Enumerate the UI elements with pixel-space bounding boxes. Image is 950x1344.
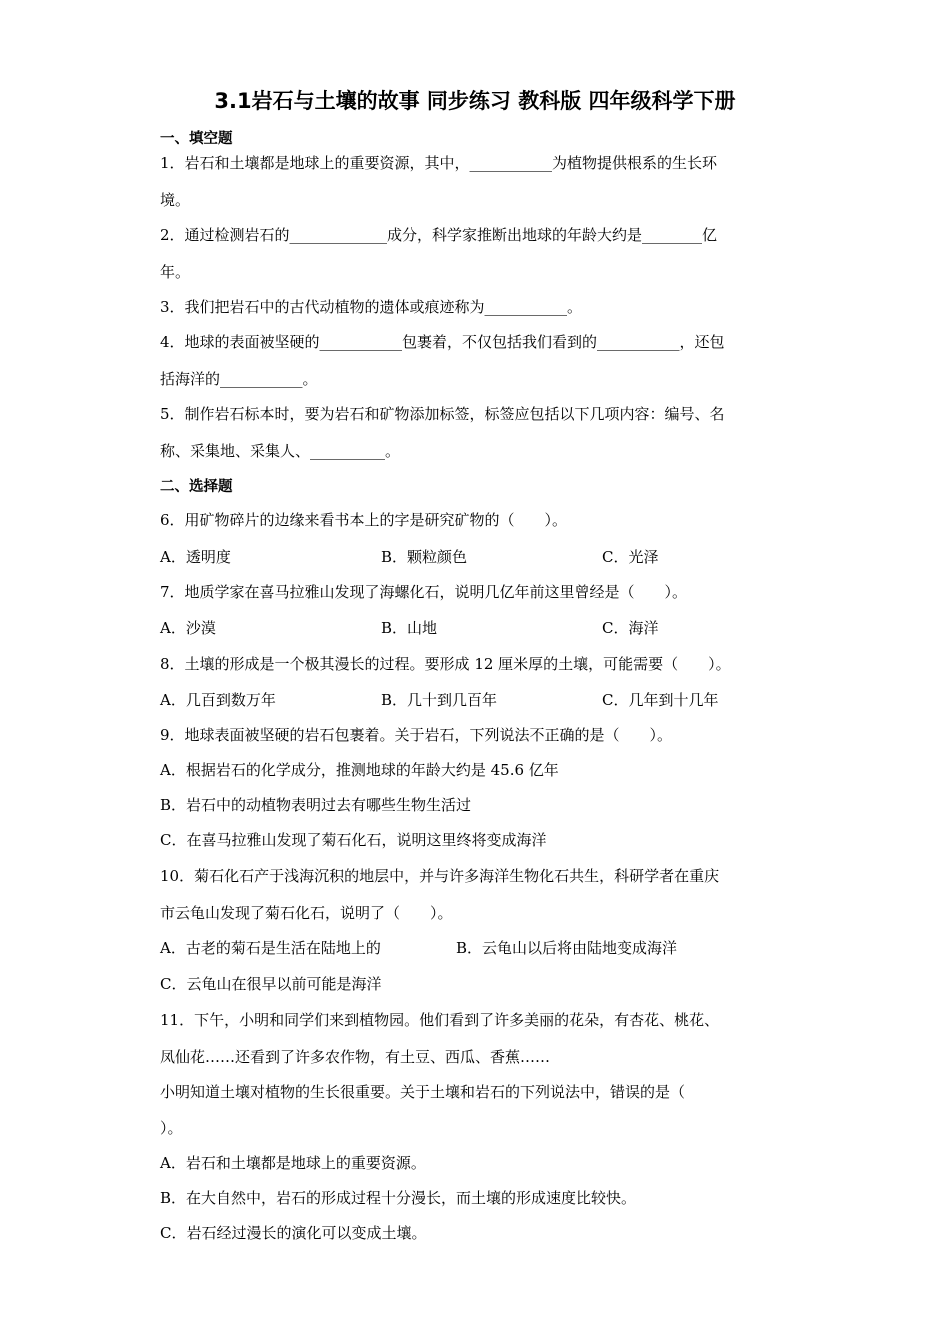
question-6-option-a[interactable]: A．透明度 [160, 548, 231, 566]
question-11-option-a[interactable]: A．岩石和土壤都是地球上的重要资源。 [160, 1154, 426, 1172]
question-1-line-1: 1．岩石和土壤都是地球上的重要资源，其中，___________为植物提供根系的生长环 [160, 154, 718, 172]
question-11-stem-line-2: 凤仙花……还看到了许多农作物，有土豆、西瓜、香蕉…… [160, 1048, 551, 1066]
question-7-option-c[interactable]: C．海洋 [602, 619, 659, 637]
question-2-line-2: 年。 [160, 263, 191, 281]
question-3: 3．我们把岩石中的古代动植物的遗体或痕迹称为___________。 [160, 298, 583, 316]
question-6-stem: 6．用矿物碎片的边缘来看书本上的字是研究矿物的（ ）。 [160, 511, 568, 529]
question-11-stem-line-3: 小明知道土壤对植物的生长很重要。关于土壤和岩石的下列说法中，错误的是（ [160, 1083, 686, 1101]
question-10-option-c[interactable]: C．云龟山在很早以前可能是海洋 [160, 975, 382, 993]
question-9-option-c[interactable]: C．在喜马拉雅山发现了菊石化石，说明这里终将变成海洋 [160, 831, 547, 849]
question-9-stem: 9．地球表面被坚硬的岩石包裹着。关于岩石，下列说法不正确的是（ ）。 [160, 726, 673, 744]
question-7-option-b[interactable]: B．山地 [381, 619, 438, 637]
question-10-option-a[interactable]: A．古老的菊石是生活在陆地上的 [160, 939, 381, 957]
question-6-option-c[interactable]: C．光泽 [602, 548, 659, 566]
question-8-option-a[interactable]: A．几百到数万年 [160, 691, 276, 709]
question-7-stem: 7．地质学家在喜马拉雅山发现了海螺化石，说明几亿年前这里曾经是（ ）。 [160, 583, 688, 601]
question-4-line-1: 4．地球的表面被坚硬的___________包裹着，不仅包括我们看到的___________，还包 [160, 333, 725, 351]
document-title: 3.1岩石与土壤的故事 同步练习 教科版 四年级科学下册 [214, 89, 736, 113]
question-6-option-b[interactable]: B．颗粒颜色 [381, 548, 468, 566]
question-11-option-b[interactable]: B．在大自然中，岩石的形成过程十分漫长，而土壤的形成速度比较快。 [160, 1189, 637, 1207]
question-10-stem-line-2: 市云龟山发现了菊石化石，说明了（ ）。 [160, 904, 453, 922]
question-5-line-2: 称、采集地、采集人、__________。 [160, 442, 401, 460]
question-11-stem-line-4: ）。 [160, 1119, 183, 1137]
question-10-stem-line-1: 10．菊石化石产于浅海沉积的地层中，并与许多海洋生物化石共生，科研学者在重庆 [160, 867, 720, 885]
section-heading-fill-in: 一、填空题 [160, 131, 233, 147]
question-8-stem: 8．土壤的形成是一个极其漫长的过程。要形成 12 厘米厚的土壤，可能需要（ ）。 [160, 655, 731, 673]
question-7-option-a[interactable]: A．沙漠 [160, 619, 216, 637]
question-9-option-b[interactable]: B．岩石中的动植物表明过去有哪些生物生活过 [160, 796, 472, 814]
question-4-line-2: 括海洋的___________。 [160, 370, 318, 388]
question-5-line-1: 5．制作岩石标本时，要为岩石和矿物添加标签，标签应包括以下几项内容：编号、名 [160, 405, 725, 423]
question-11-stem-line-1: 11．下午，小明和同学们来到植物园。他们看到了许多美丽的花朵，有杏花、桃花、 [160, 1011, 720, 1029]
question-10-option-b[interactable]: B．云龟山以后将由陆地变成海洋 [456, 939, 678, 957]
question-8-option-b[interactable]: B．几十到几百年 [381, 691, 498, 709]
question-11-option-c[interactable]: C．岩石经过漫长的演化可以变成土壤。 [160, 1224, 427, 1242]
section-heading-multiple-choice: 二、选择题 [160, 479, 233, 495]
question-2-line-1: 2．通过检测岩石的_____________成分，科学家推断出地球的年龄大约是________亿 [160, 226, 718, 244]
question-9-option-a[interactable]: A．根据岩石的化学成分，推测地球的年龄大约是 45.6 亿年 [160, 761, 559, 779]
question-8-option-c[interactable]: C．几年到十几年 [602, 691, 719, 709]
question-1-line-2: 境。 [160, 191, 191, 209]
